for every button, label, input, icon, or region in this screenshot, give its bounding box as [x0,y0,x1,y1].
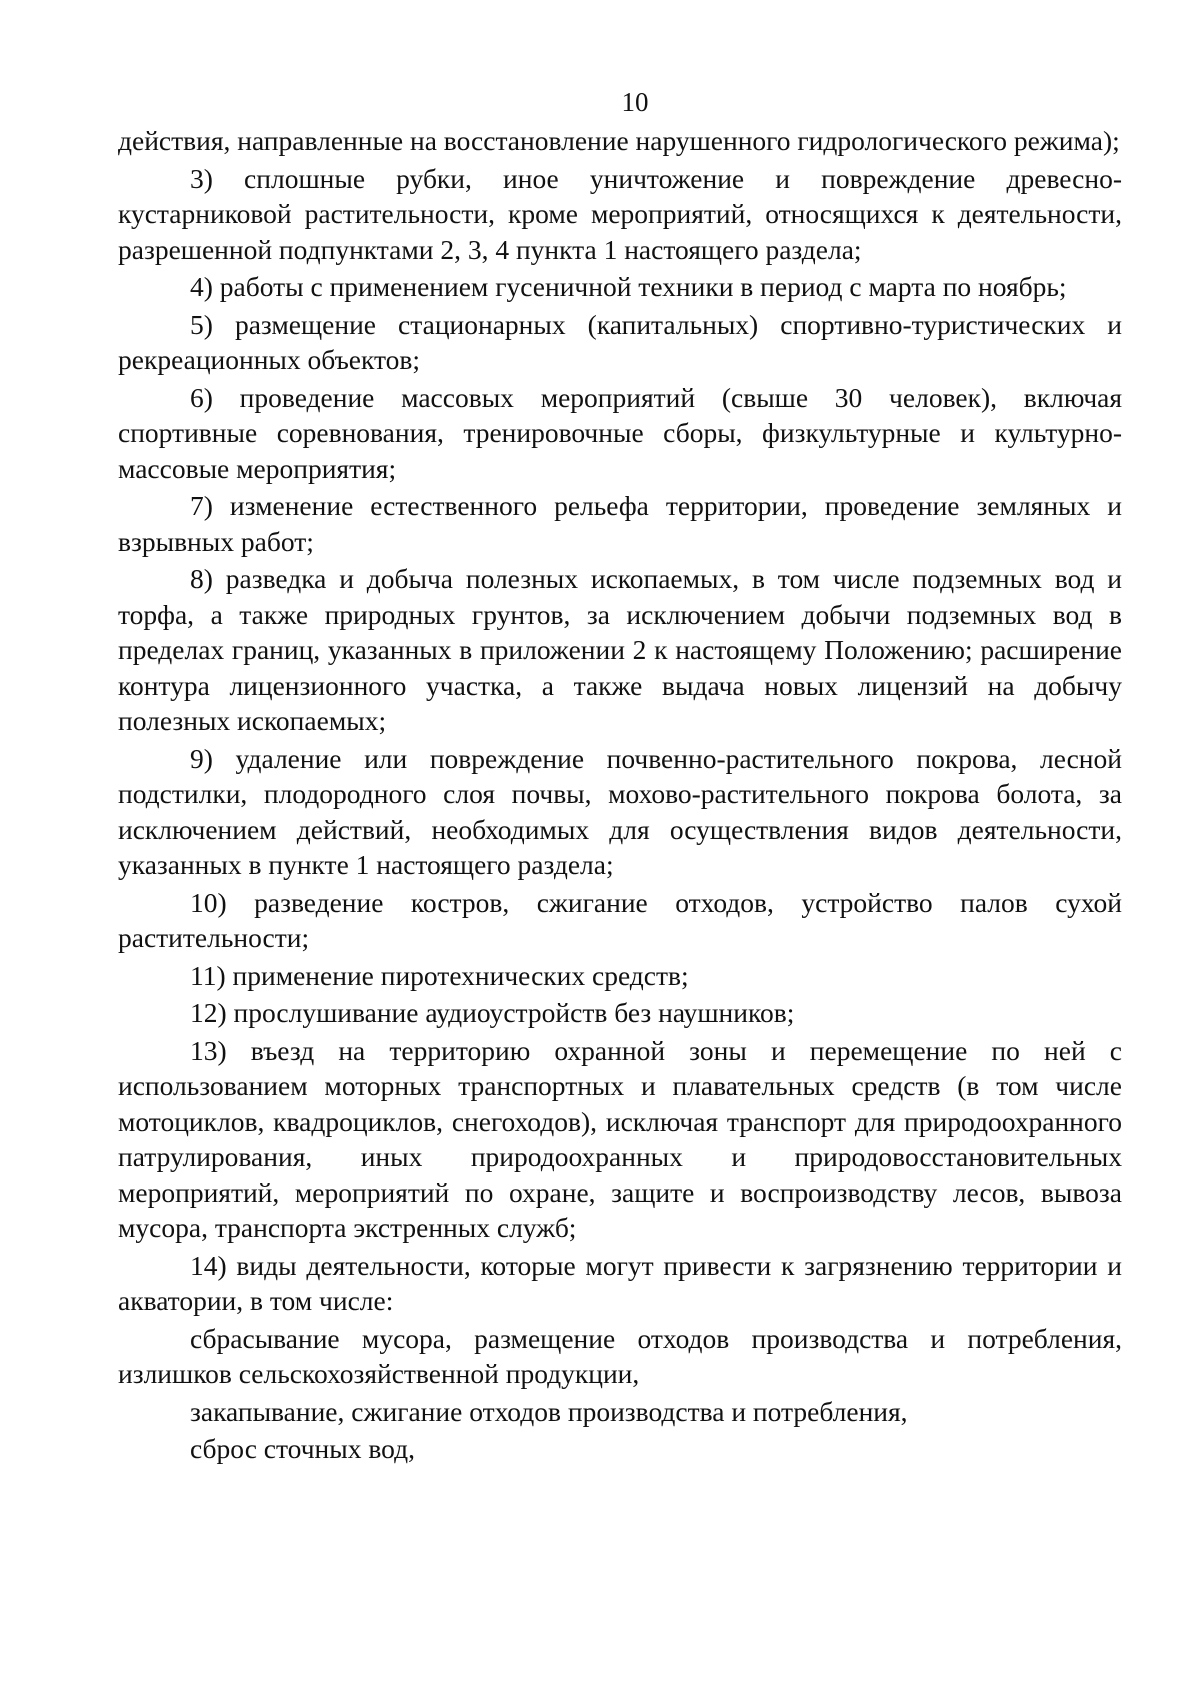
list-item-11: 11) применение пиротехнических средств; [190,959,689,991]
list-item-10: 10) разведение костров, сжигание отходов, устройство палов сухой растительности; [118,886,1122,953]
sub-item-dumping: сбрасывание мусора, размещение отходов производства и потребления, излишков сельскохозяйственной продукции, [118,1322,1122,1389]
list-item-4: 4) работы с применением гусеничной техники в период с марта по ноябрь; [190,271,1067,302]
paragraph-continuation: действия, направленные на восстановление нарушенного гидрологического режима); [118,125,1120,156]
list-item-7: 7) изменение естественного рельефа территории, проведение земляных и взрывных работ; [118,490,1122,557]
list-item-13: 13) въезд на территорию охранной зоны и перемещение по ней с использованием моторных транспортных и плавательных средств (в том числе мотоциклов, квадроциклов, снегоходов), исключая транспорт для природоохранного патрулирования, иных природоохранных и природовосстановительных мероприятий, мероприятий по охране, защите и воспроизводству лесов, вывоза мусора, транспорта экстренных служб; [118,1034,1122,1243]
list-item-3: 3) сплошные рубки, иное уничтожение и повреждение древесно-кустарниковой растительности, кроме мероприятий, относящихся к деятельности, разрешенной подпунктами 2, 3, 4 пункта 1 настоящего раздела; [118,162,1122,265]
list-item-12: 12) прослушивание аудиоустройств без наушников; [190,997,795,1028]
list-item-14: 14) виды деятельности, которые могут привести к загрязнению территории и акватории, в том числе: [118,1249,1122,1316]
page-number: 10 [621,87,649,117]
list-item-8: 8) разведка и добыча полезных ископаемых, в том числе подземных вод и торфа, а также природных грунтов, за исключением добычи подземных вод в пределах границ, указанных в приложении 2 к настоящему Положению; расширение контура лицензионного участка, а также выдача новых лицензий на добычу полезных ископаемых; [118,563,1122,736]
list-item-6: 6) проведение массовых мероприятий (свыше 30 человек), включая спортивные соревнования, тренировочные сборы, физкультурные и культурно-массовые мероприятия; [118,381,1122,484]
document-body [118,123,1122,1469]
list-item-9: 9) удаление или повреждение почвенно-растительного покрова, лесной подстилки, плодородного слоя почвы, мохово-растительного покрова болота, за исключением действий, необходимых для осуществления видов деятельности, указанных в пункте 1 настоящего раздела; [118,742,1122,880]
list-item-5: 5) размещение стационарных (капитальных) спортивно-туристических и рекреационных объектов; [118,308,1122,375]
sub-item-wastewater: сброс сточных вод, [190,1433,415,1464]
sub-item-burying: закапывание, сжигание отходов производства и потребления, [190,1395,908,1427]
